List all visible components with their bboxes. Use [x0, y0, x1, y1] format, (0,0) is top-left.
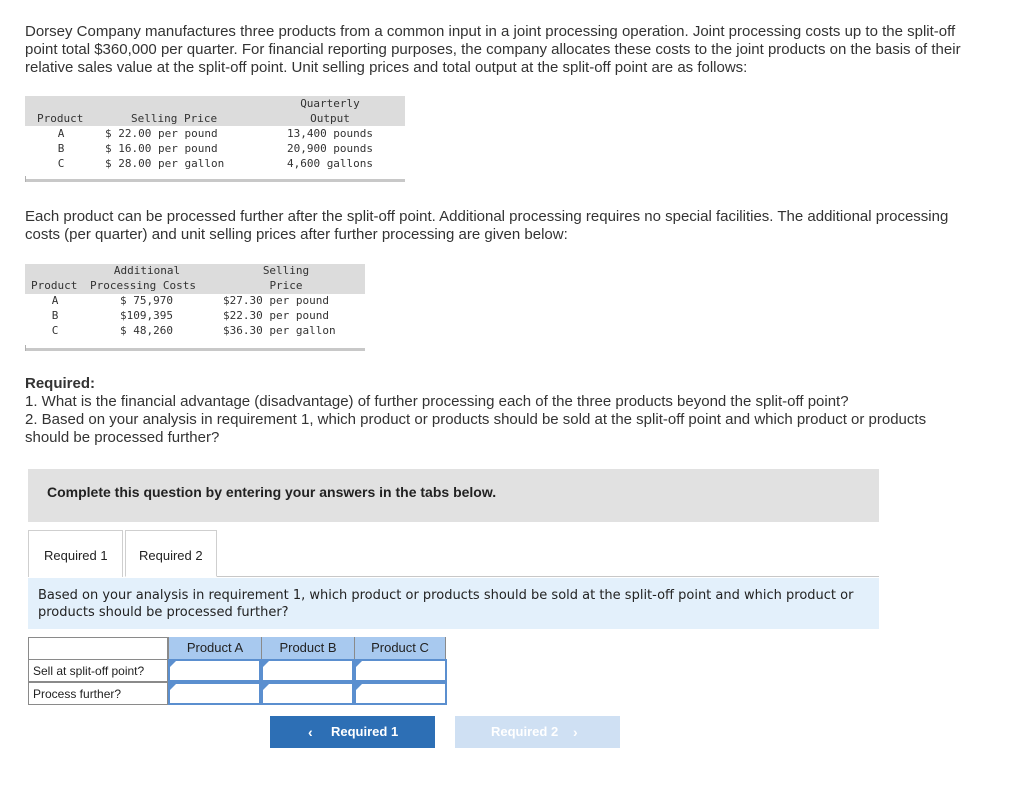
banner-text: Complete this question by entering your answers in the tabs below.	[47, 484, 497, 500]
tab-required-2[interactable]	[125, 530, 217, 577]
answer-header-spacer	[28, 637, 168, 659]
col-header-price: Price	[269, 279, 303, 292]
tab-divider	[217, 576, 879, 577]
tab-label: Required 1	[44, 548, 108, 563]
table-row-product: A	[51, 294, 59, 307]
col-header-selling: Selling	[262, 264, 310, 277]
col-header-additional: Additional	[113, 264, 181, 277]
intro-paragraph-1: Dorsey Company manufactures three products from a common input in a joint processing operation. Joint processing costs up to the split-off point total $360,000 per quarter. For financial reporting purposes, the company allocates these costs to the joint products on the basis of their relative sales value at the split-off point. Unit selling prices and total output at the split-off point are as follows:	[25, 23, 961, 76]
question-box	[28, 578, 879, 629]
split-off-price-table	[25, 96, 405, 182]
tab-label: Required 2	[139, 548, 203, 563]
row-label-text: Sell at split-off point?	[33, 664, 145, 678]
next-required-2-button[interactable]	[455, 716, 620, 748]
input-process-product-a[interactable]	[168, 682, 261, 705]
intro-paragraph-2: Each product can be processed further after the split-off point. Additional processing requires no special facilities. The additional processing costs (per quarter) and unit selling prices after further processing are given below:	[25, 208, 949, 243]
table-row-price: $22.30 per pound	[223, 309, 329, 322]
col-header-label: Product A	[186, 640, 244, 655]
row-label-text: Process further?	[33, 687, 122, 701]
tab-required-1[interactable]	[28, 530, 123, 577]
row-label-process-further	[28, 682, 168, 705]
table-row-price: $36.30 per gallon	[223, 324, 336, 337]
prev-required-1-button[interactable]	[270, 716, 435, 748]
chevron-right-icon: ›	[573, 724, 578, 740]
further-processing-table	[25, 264, 365, 352]
table-row-product: B	[51, 309, 59, 322]
input-process-product-c[interactable]	[354, 682, 447, 705]
col-header-product: Product	[31, 279, 78, 292]
row-label-sell-at-split-off	[28, 659, 168, 682]
col-header-selling-price: Selling Price	[131, 112, 218, 125]
required-label: Required:	[25, 375, 96, 392]
col-header-quarterly: Quarterly	[300, 97, 360, 110]
required-section	[25, 375, 965, 447]
table-row-output: 20,900 pounds	[286, 142, 374, 155]
table-row-product: A	[57, 127, 65, 140]
col-header-output: Output	[310, 112, 350, 125]
table-row-cost: $ 48,260	[120, 324, 173, 337]
prev-button-label: Required 1	[331, 724, 399, 739]
table-row-price: $ 28.00 per gallon	[105, 157, 225, 170]
required-item-1: 1. What is the financial advantage (disadvantage) of further processing each of the three products beyond the split-off point?	[25, 393, 849, 410]
col-header-product-b	[261, 637, 354, 659]
table-row-price: $ 22.00 per pound	[105, 127, 218, 140]
table-row-output: 13,400 pounds	[286, 127, 374, 140]
col-header-product: Product	[37, 112, 84, 125]
table-row-cost: $ 75,970	[120, 294, 173, 307]
col-header-label: Product B	[279, 640, 337, 655]
next-button-label: Required 2	[491, 724, 559, 739]
chevron-left-icon: ‹	[308, 724, 313, 740]
table-row-product: B	[57, 142, 65, 155]
input-sell-product-b[interactable]	[261, 659, 354, 682]
table-row-price: $ 16.00 per pound	[105, 142, 218, 155]
input-process-product-b[interactable]	[261, 682, 354, 705]
required-item-2: 2. Based on your analysis in requirement 1, which product or products should be sold at the split-off point and which product or products should be processed further?	[25, 411, 927, 446]
table-row-product: C	[57, 157, 65, 170]
input-sell-product-c[interactable]	[354, 659, 447, 682]
col-header-processing-costs: Processing Costs	[90, 279, 196, 292]
table-row-product: C	[51, 324, 59, 337]
question-text: Based on your analysis in requirement 1, which product or products should be sold at the split-off point and which product or products should be processed further?	[38, 588, 854, 620]
table-row-output: 4,600 gallons	[286, 157, 374, 170]
input-sell-product-a[interactable]	[168, 659, 261, 682]
table-row-price: $27.30 per pound	[223, 294, 329, 307]
table-row-cost: $109,395	[120, 309, 173, 322]
col-header-product-a	[168, 637, 261, 659]
col-header-product-c	[354, 637, 446, 659]
col-header-label: Product C	[371, 640, 429, 655]
instructions-banner	[28, 469, 879, 522]
